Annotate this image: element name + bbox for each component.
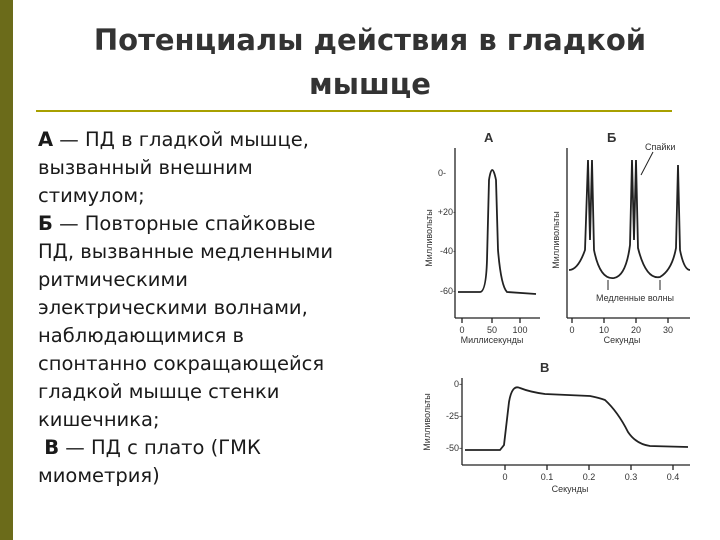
panel-a-xtick-label: 100 bbox=[512, 325, 528, 335]
panel-v-xtick-label: 0.3 bbox=[624, 472, 638, 482]
panel-b-xtick-label: 0 bbox=[569, 325, 575, 335]
panel-v-xlabel: Секунды bbox=[551, 484, 589, 494]
panel-b-label: Б bbox=[607, 130, 617, 145]
panel-b-xtick-label: 20 bbox=[630, 325, 642, 335]
panel-v-ytick: -50- bbox=[445, 443, 462, 453]
panel-v-trace bbox=[465, 387, 688, 450]
text-b-7: гладкой мышце стенки bbox=[38, 380, 280, 403]
panel-a-ytick: 0- bbox=[437, 168, 446, 178]
panel-v-ytick: 0- bbox=[453, 379, 462, 389]
slow-waves-annotation: Медленные волны bbox=[596, 293, 675, 303]
letter-v: В bbox=[44, 436, 60, 459]
panel-a-ytick: -40- bbox=[439, 246, 456, 256]
spikes-annotation: Спайки bbox=[645, 142, 676, 152]
panel-v-xtick-label: 0.4 bbox=[666, 472, 680, 482]
panel-v-ylabel: Милливольты bbox=[422, 393, 432, 451]
panel-a-xtick-label: 0 bbox=[459, 325, 465, 335]
panel-b-xlabel: Секунды bbox=[603, 335, 641, 345]
panel-a-xtick-label: 50 bbox=[486, 325, 498, 335]
text-a-2: вызванный внешним bbox=[38, 156, 253, 179]
panel-a-trace bbox=[458, 170, 536, 294]
text-v-1: — ПД с плато (ГМК bbox=[59, 436, 261, 459]
panel-a bbox=[455, 148, 540, 323]
text-b-2: ПД, вызванные медленными bbox=[38, 240, 334, 263]
text-v-2: миометрия) bbox=[38, 464, 160, 487]
panel-v-xtick-label: 0.1 bbox=[540, 472, 554, 482]
panel-a-ylabel: Милливольты bbox=[424, 209, 434, 267]
panel-a-ytick: +20- bbox=[437, 207, 456, 217]
text-a-1: — ПД в гладкой мышце, bbox=[53, 128, 309, 151]
panel-v bbox=[462, 378, 690, 470]
text-b-6: спонтанно сокращающейся bbox=[38, 352, 325, 375]
panel-v-ytick: -25- bbox=[445, 411, 462, 421]
panel-v-label: В bbox=[540, 360, 550, 375]
panel-b-spike-pointer bbox=[641, 152, 653, 175]
letter-a: А bbox=[38, 128, 54, 151]
text-b-3: ритмическими bbox=[38, 268, 188, 291]
panel-b-xtick-label: 10 bbox=[598, 325, 610, 335]
panel-a-xlabel: Миллисекунды bbox=[460, 335, 524, 345]
panel-b-trace bbox=[569, 160, 690, 278]
panel-a-label: А bbox=[484, 130, 494, 145]
panel-b-xtick-label: 30 bbox=[662, 325, 674, 335]
text-b-4: электрическими волнами, bbox=[38, 296, 308, 319]
panel-a-ytick: -60- bbox=[439, 286, 456, 296]
letter-b: Б bbox=[38, 212, 53, 235]
panel-v-xtick-label: 0 bbox=[502, 472, 508, 482]
text-b-8: кишечника; bbox=[38, 408, 160, 431]
slide-title-line-1: Потенциалы действия в гладкой bbox=[93, 23, 647, 57]
panel-b-ylabel: Милливольты bbox=[551, 211, 561, 269]
slide-title-line-2: мышце bbox=[309, 67, 431, 101]
text-b-1: — Повторные спайковые bbox=[52, 212, 316, 235]
panel-v-xtick-label: 0.2 bbox=[582, 472, 596, 482]
text-b-5: наблюдающимися в bbox=[38, 324, 245, 347]
text-a-3: стимулом; bbox=[38, 184, 145, 207]
